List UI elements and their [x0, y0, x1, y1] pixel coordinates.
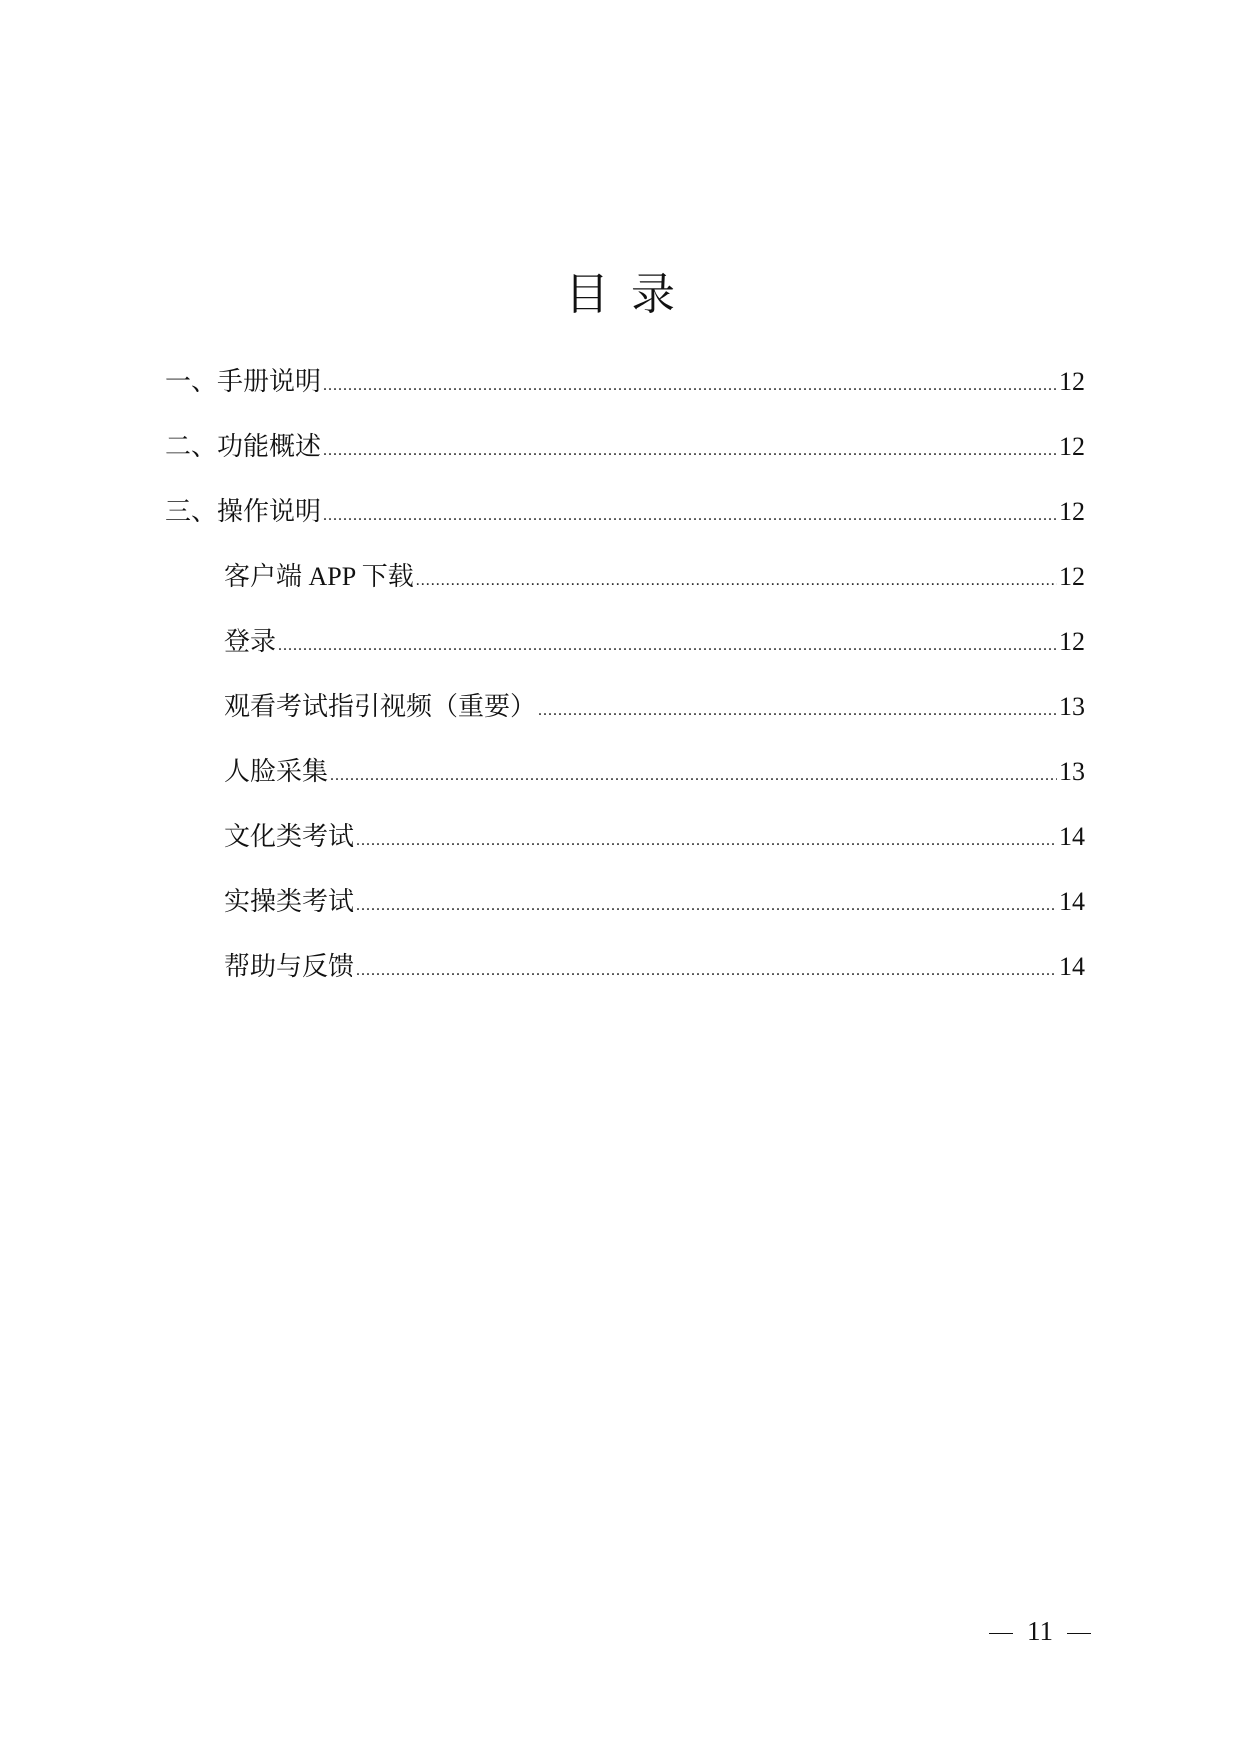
- toc-entry-label[interactable]: 登录: [224, 627, 277, 656]
- toc-entry[interactable]: [165, 362, 1085, 427]
- toc-entry[interactable]: [165, 427, 1085, 492]
- toc-entry-label[interactable]: 实操类考试: [224, 887, 355, 916]
- toc-title: 目录: [565, 269, 697, 320]
- dot-leader: [356, 951, 1057, 991]
- toc-entry[interactable]: [165, 752, 1085, 817]
- dot-leader: [538, 691, 1057, 731]
- dash-left: [989, 1633, 1013, 1634]
- page-number: 11: [1027, 1616, 1053, 1646]
- toc-entry-page: 13: [1059, 757, 1085, 786]
- toc-entry-label[interactable]: 观看考试指引视频（重要）: [224, 692, 537, 721]
- toc-entry-label[interactable]: 客户端 APP 下载: [224, 562, 414, 591]
- toc-entry-label[interactable]: 帮助与反馈: [224, 952, 355, 981]
- toc-entry-page: 12: [1059, 562, 1085, 591]
- toc-entry-page: 12: [1059, 367, 1085, 396]
- toc-entry-page: 14: [1059, 952, 1085, 981]
- dash-right: [1067, 1633, 1091, 1634]
- toc-entry[interactable]: [165, 687, 1085, 752]
- toc-entry-page: 13: [1059, 692, 1085, 721]
- toc-entry-page: 14: [1059, 822, 1085, 851]
- table-of-contents: [165, 362, 1085, 1012]
- dot-leader: [323, 366, 1057, 406]
- page-footer: [975, 1616, 1105, 1647]
- toc-entry-label[interactable]: 人脸采集: [224, 757, 329, 786]
- dot-leader: [356, 821, 1057, 861]
- dot-leader: [278, 626, 1057, 666]
- toc-entry-page: 12: [1059, 627, 1085, 656]
- toc-entry[interactable]: [165, 817, 1085, 882]
- dot-leader: [356, 886, 1057, 926]
- toc-entry-label[interactable]: 二、功能概述: [165, 432, 322, 461]
- toc-entry-label[interactable]: 文化类考试: [224, 822, 355, 851]
- toc-entry-page: 12: [1059, 497, 1085, 526]
- toc-entry[interactable]: [165, 622, 1085, 687]
- toc-entry[interactable]: [165, 557, 1085, 622]
- toc-entry[interactable]: [165, 947, 1085, 1012]
- toc-entry[interactable]: [165, 492, 1085, 557]
- dot-leader: [416, 561, 1057, 601]
- dot-leader: [323, 431, 1057, 471]
- toc-entry-page: 14: [1059, 887, 1085, 916]
- dot-leader: [323, 496, 1057, 536]
- toc-entry-label[interactable]: 一、手册说明: [165, 367, 322, 396]
- toc-entry-label[interactable]: 三、操作说明: [165, 497, 322, 526]
- dot-leader: [330, 756, 1057, 796]
- toc-entry[interactable]: [165, 882, 1085, 947]
- toc-entry-page: 12: [1059, 432, 1085, 461]
